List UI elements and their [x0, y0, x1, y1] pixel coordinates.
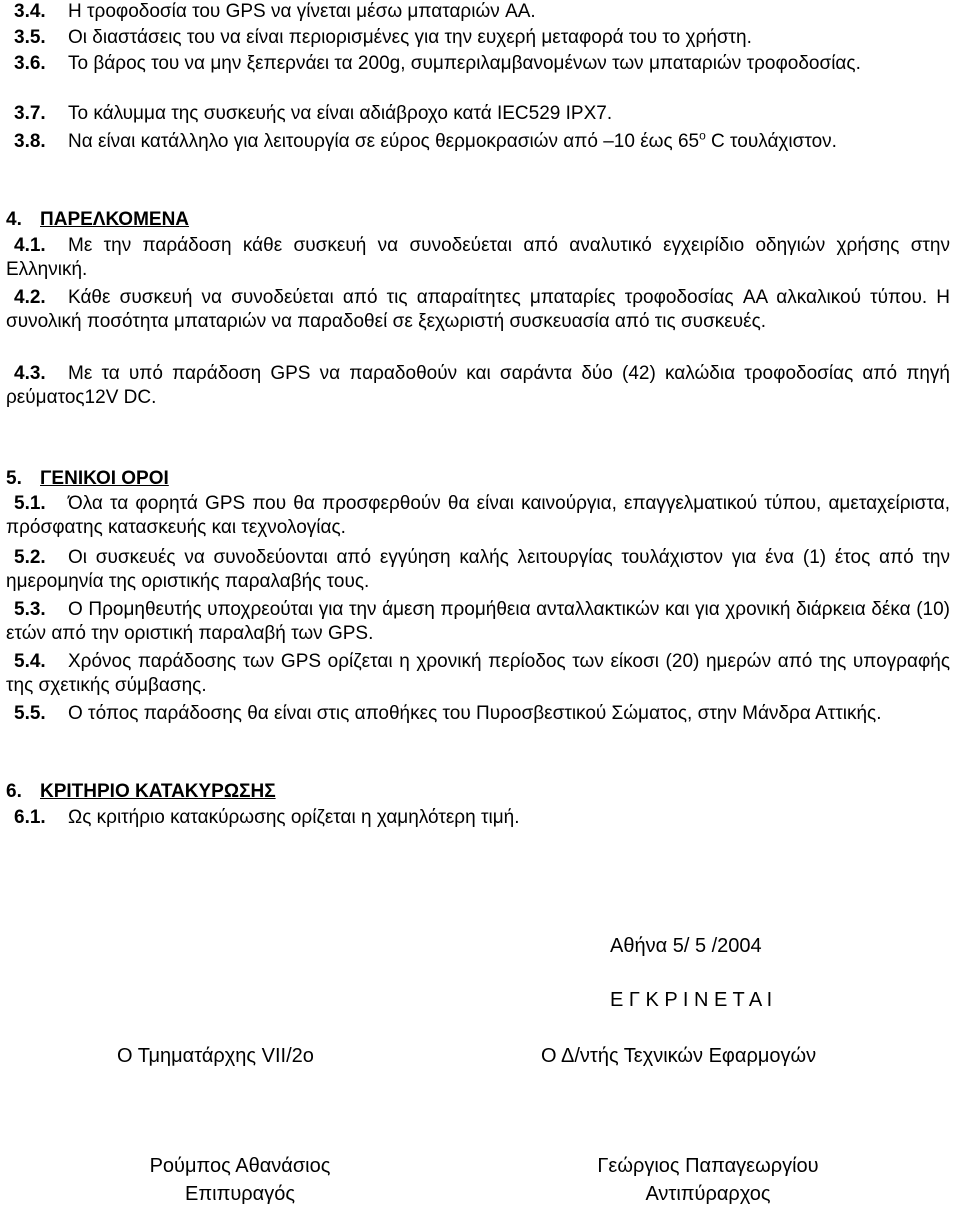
section-heading	[6, 467, 169, 491]
item-text: Το κάλυμμα της συσκευής να είναι αδιάβροχο κατά IEC529 IPX7.	[68, 103, 613, 124]
item-number: 4.1.	[14, 235, 46, 256]
approval-heading: Ε Γ Κ Ρ Ι Ν Ε Τ Α Ι	[610, 989, 773, 1011]
section-title: ΚΡΙΤΗΡΙΟ ΚΑΤΑΚΥΡΩΣΗΣ	[40, 781, 276, 802]
item-text: Η τροφοδοσία του GPS να γίνεται μέσω μπαταριών AA.	[68, 1, 536, 22]
item-number: 3.4.	[14, 1, 46, 22]
item-number: 4.3.	[14, 363, 46, 384]
list-item	[6, 52, 950, 76]
signature-date: Αθήνα 5/ 5 /2004	[610, 935, 762, 957]
list-item	[6, 286, 950, 334]
section-heading	[6, 780, 276, 804]
item-number: 5.4.	[14, 651, 46, 672]
item-text: Να είναι κατάλληλο για λειτουργία σε εύρος θερμοκρασιών από –10 έως 65	[68, 131, 700, 152]
section-heading	[6, 208, 189, 232]
item-number: 5.1.	[14, 493, 46, 514]
right-signatory-role: Ο Δ/ντής Τεχνικών Εφαρμογών	[541, 1045, 817, 1067]
list-item	[6, 102, 950, 126]
list-item	[6, 650, 950, 698]
list-item	[6, 806, 950, 830]
list-item	[6, 362, 950, 410]
item-text: Όλα τα φορητά GPS που θα προσφερθούν θα είναι καινούργια, επαγγελματικού τύπου, αμεταχείριστα, πρόσφατης κατασκευής και τεχνολογίας.	[6, 493, 950, 538]
item-number: 6.1.	[14, 807, 46, 828]
list-item	[6, 598, 950, 646]
right-signatory-name: Γεώργιος Παπαγεωργίου	[597, 1155, 819, 1177]
section-number: 5.	[6, 468, 22, 489]
left-signatory-name: Ρούμπος Αθανάσιος	[149, 1155, 331, 1177]
item-text: C τουλάχιστον.	[705, 131, 837, 152]
item-text: Ο Προμηθευτής υποχρεούται για την άμεση προμήθεια ανταλλακτικών και για χρονική διάρκεια δέκα (10) ετών από την οριστική παραλαβή των GPS.	[6, 599, 950, 644]
degree-superscript: ο	[699, 128, 706, 143]
right-signatory-rank: Αντιπύραρχος	[645, 1183, 771, 1205]
list-item	[6, 234, 950, 282]
item-number: 3.6.	[14, 53, 46, 74]
section-title: ΠΑΡΕΛΚΟΜΕΝΑ	[40, 209, 190, 230]
list-item	[6, 546, 950, 594]
item-number: 5.2.	[14, 547, 46, 568]
item-text: Με τα υπό παράδοση GPS να παραδοθούν και σαράντα δύο (42) καλώδια τροφοδοσίας από πηγή ρεύματος12V DC.	[6, 363, 950, 408]
item-number: 5.5.	[14, 703, 46, 724]
item-text: Το βάρος του να μην ξεπερνάει τα 200g, συμπεριλαμβανομένων των μπαταριών τροφοδοσίας.	[68, 53, 861, 74]
item-text: Οι διαστάσεις του να είναι περιορισμένες για την ευχερή μεταφορά του το χρήστη.	[68, 27, 752, 48]
item-number: 5.3.	[14, 599, 46, 620]
item-text: Ο τόπος παράδοσης θα είναι στις αποθήκες του Πυροσβεστικού Σώματος, στην Μάνδρα Αττικής.	[68, 703, 882, 724]
list-item	[6, 26, 950, 50]
list-item	[6, 702, 950, 726]
item-number: 3.8.	[14, 131, 46, 152]
item-text: Με την παράδοση κάθε συσκευή να συνοδεύεται από αναλυτικό εγχειρίδιο οδηγιών χρήσης στην Ελληνική.	[6, 235, 950, 280]
item-text: Οι συσκευές να συνοδεύονται από εγγύηση καλής λειτουργίας τουλάχιστον για ένα (1) έτος από την ημερομηνία της οριστικής παραλαβής τους.	[6, 547, 950, 592]
left-signatory-role: Ο Τμηματάρχης VII/2ο	[117, 1045, 314, 1067]
section-number: 6.	[6, 781, 22, 802]
item-text: Ως κριτήριο κατακύρωσης ορίζεται η χαμηλότερη τιμή.	[68, 807, 520, 828]
list-item	[6, 492, 950, 540]
section-number: 4.	[6, 209, 22, 230]
list-item	[6, 0, 950, 24]
item-text: Χρόνος παράδοσης των GPS ορίζεται η χρονική περίοδος των είκοσι (20) ημερών από της υπογραφής της σχετικής σύμβασης.	[6, 651, 950, 696]
left-signatory-rank: Επιπυραγός	[184, 1183, 296, 1205]
item-number: 3.7.	[14, 103, 46, 124]
item-number: 4.2.	[14, 287, 46, 308]
list-item	[6, 130, 950, 154]
item-number: 3.5.	[14, 27, 46, 48]
item-text: Κάθε συσκευή να συνοδεύεται από τις απαραίτητες μπαταρίες τροφοδοσίας AA αλκαλικού τύπου. Η συνολική ποσότητα μπαταριών να παραδοθεί σε ξεχωριστή συσκευασία από τις συσκευές.	[6, 287, 950, 332]
section-title: ΓΕΝΙΚΟΙ ΟΡΟΙ	[40, 468, 169, 489]
